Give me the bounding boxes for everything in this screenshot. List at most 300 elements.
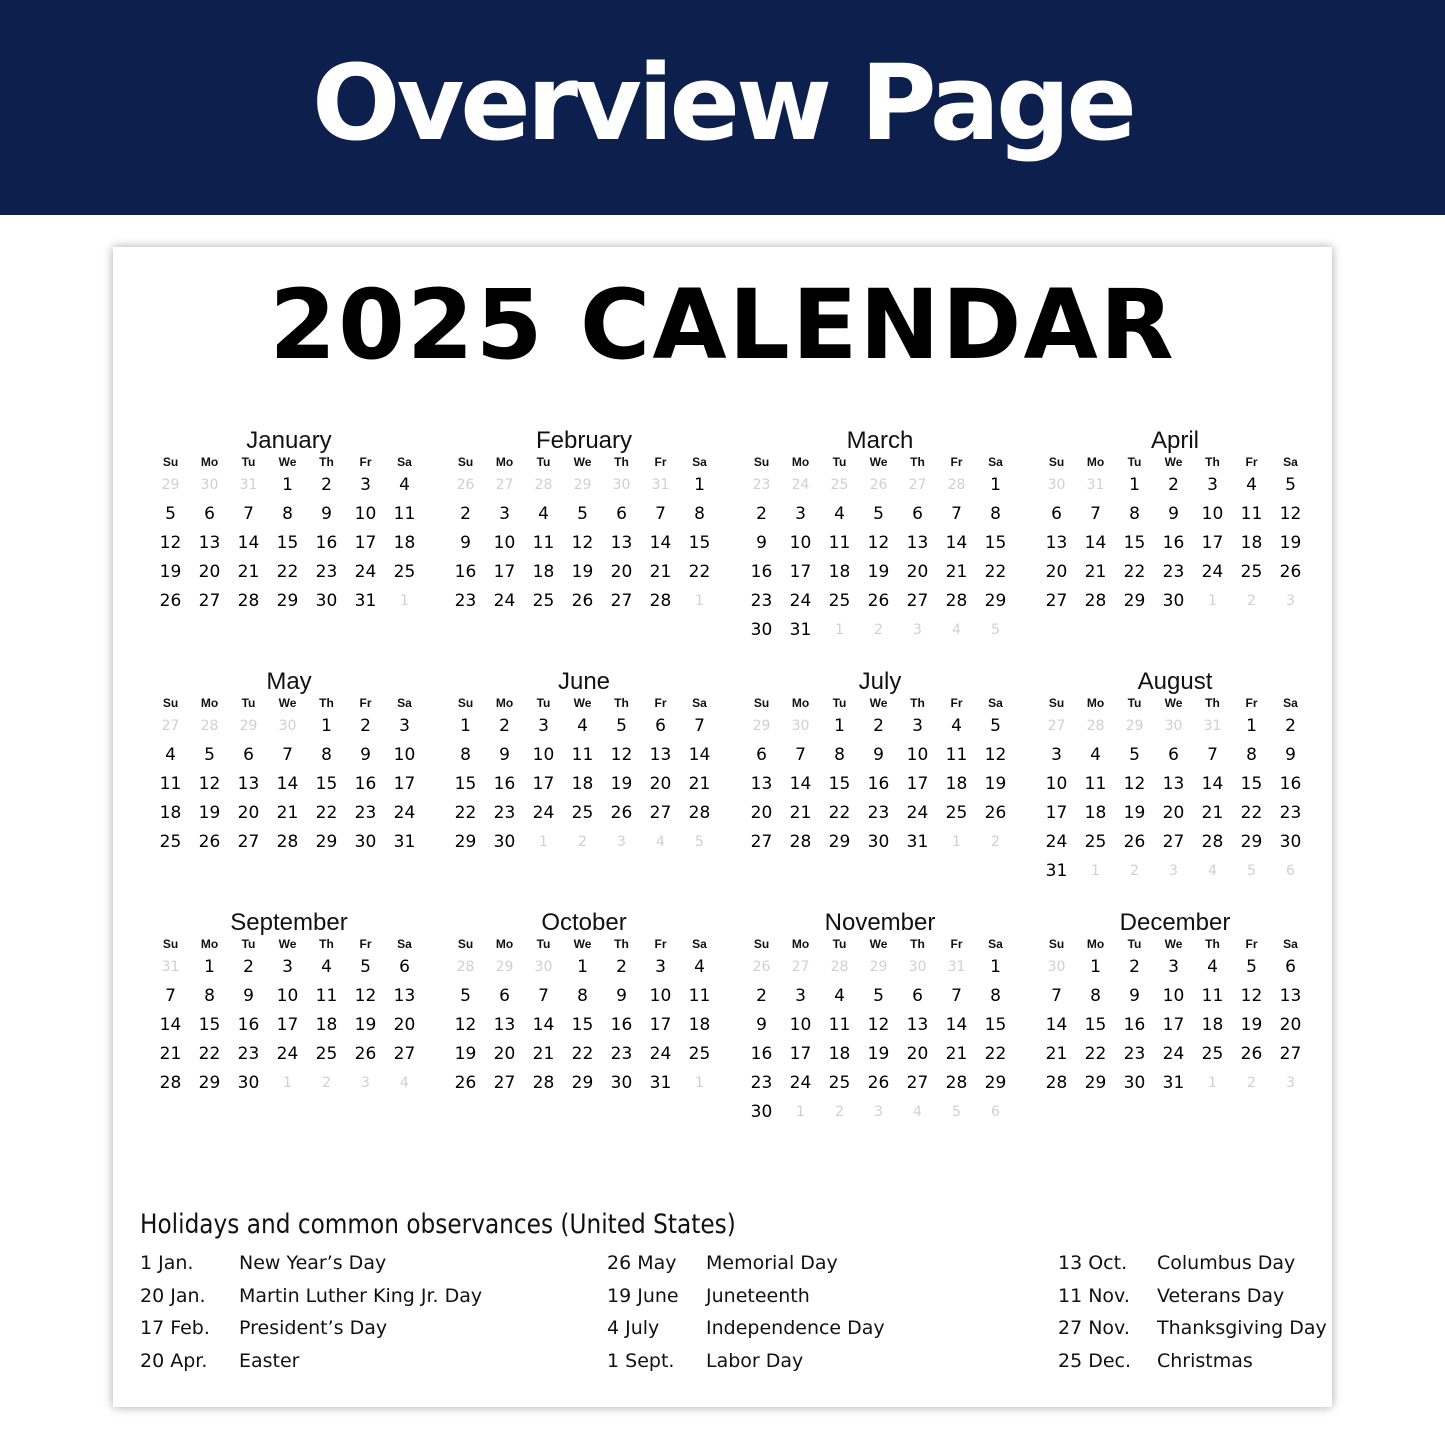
day-cell: 5 — [204, 745, 215, 765]
day-cell: 31 — [393, 832, 416, 852]
day-cell: 2 — [499, 716, 510, 736]
day-grid — [446, 953, 722, 1098]
day-cell: 27 — [1045, 591, 1068, 611]
day-cell-outside: 30 — [1047, 477, 1066, 493]
month-name: July — [858, 668, 902, 695]
day-cell: 19 — [1240, 1015, 1263, 1035]
month-april — [1037, 427, 1313, 657]
weekday-label: Fr — [1245, 696, 1258, 710]
month-september — [151, 909, 427, 1139]
weekday-label: Th — [614, 696, 629, 710]
day-cell: 24 — [532, 803, 555, 823]
day-cell: 28 — [159, 1073, 182, 1093]
month-name: October — [541, 909, 627, 936]
day-cell: 13 — [237, 774, 260, 794]
holiday-name: Thanksgiving Day — [1157, 1317, 1327, 1339]
day-cell: 13 — [493, 1015, 516, 1035]
day-cell: 30 — [493, 832, 516, 852]
day-cell: 5 — [990, 716, 1001, 736]
weekday-label: Su — [162, 455, 179, 469]
holiday-name: New Year’s Day — [239, 1252, 387, 1274]
day-cell: 18 — [1084, 803, 1107, 823]
weekday-label: Su — [753, 455, 770, 469]
day-cell: 7 — [1090, 504, 1101, 524]
day-cell-outside: 2 — [578, 834, 587, 850]
month-july — [742, 668, 1018, 898]
day-cell-outside: 4 — [656, 834, 665, 850]
weekday-label: We — [278, 696, 297, 710]
holiday-date: 17 Feb. — [140, 1317, 210, 1339]
month-name: November — [824, 909, 936, 936]
day-cell: 13 — [393, 986, 416, 1006]
day-cell: 2 — [756, 986, 767, 1006]
day-cell: 20 — [649, 774, 672, 794]
weekday-label: Fr — [359, 937, 372, 951]
day-cell: 17 — [789, 1044, 812, 1064]
day-cell: 3 — [538, 716, 549, 736]
day-cell: 17 — [1162, 1015, 1185, 1035]
weekday-label: Sa — [1283, 455, 1298, 469]
day-cell: 14 — [789, 774, 812, 794]
day-cell: 8 — [460, 745, 471, 765]
day-cell-outside: 24 — [791, 477, 810, 493]
day-cell: 28 — [945, 591, 968, 611]
weekday-label: Sa — [692, 937, 707, 951]
month-name: March — [846, 427, 914, 454]
day-cell: 19 — [354, 1015, 377, 1035]
day-cell: 18 — [571, 774, 594, 794]
month-february — [446, 427, 722, 657]
holiday-date: 27 Nov. — [1058, 1317, 1130, 1339]
weekday-label: Sa — [397, 455, 412, 469]
day-cell-outside: 29 — [161, 477, 180, 493]
weekday-label: Mo — [791, 455, 810, 469]
day-cell: 25 — [315, 1044, 338, 1064]
day-cell: 16 — [1279, 774, 1302, 794]
day-cell: 5 — [616, 716, 627, 736]
day-cell-outside: 1 — [283, 1075, 292, 1091]
day-cell: 7 — [1207, 745, 1218, 765]
day-cell-outside: 2 — [1130, 863, 1139, 879]
day-cell-outside: 1 — [695, 593, 704, 609]
month-june — [446, 668, 722, 898]
day-cell: 3 — [282, 957, 293, 977]
day-cell-outside: 3 — [874, 1104, 883, 1120]
day-cell-outside: 5 — [952, 1104, 961, 1120]
day-cell: 22 — [1240, 803, 1263, 823]
weekday-label: Sa — [988, 455, 1003, 469]
weekday-label: Fr — [654, 937, 667, 951]
weekday-label: Fr — [1245, 937, 1258, 951]
day-cell: 30 — [867, 832, 890, 852]
day-cell: 19 — [198, 803, 221, 823]
day-cell: 14 — [159, 1015, 182, 1035]
day-cell-outside: 25 — [830, 477, 849, 493]
day-cell: 14 — [945, 1015, 968, 1035]
day-cell-outside: 28 — [200, 718, 219, 734]
day-cell: 7 — [538, 986, 549, 1006]
day-cell: 6 — [756, 745, 767, 765]
day-cell-outside: 26 — [752, 959, 771, 975]
day-cell: 11 — [571, 745, 594, 765]
day-cell: 23 — [750, 591, 773, 611]
day-cell: 24 — [789, 1073, 812, 1093]
weekday-label: We — [573, 937, 592, 951]
day-cell: 7 — [243, 504, 254, 524]
day-cell: 29 — [315, 832, 338, 852]
day-cell: 1 — [990, 957, 1001, 977]
day-cell: 6 — [243, 745, 254, 765]
day-cell-outside: 4 — [913, 1104, 922, 1120]
day-cell-outside: 3 — [617, 834, 626, 850]
day-cell: 5 — [360, 957, 371, 977]
day-grid — [151, 953, 427, 1098]
day-cell: 29 — [984, 1073, 1007, 1093]
day-cell-outside: 1 — [1208, 593, 1217, 609]
day-cell-outside: 5 — [1247, 863, 1256, 879]
day-cell: 29 — [1240, 832, 1263, 852]
day-cell: 3 — [1051, 745, 1062, 765]
day-cell: 20 — [750, 803, 773, 823]
calendar-sheet — [113, 247, 1332, 1407]
day-cell: 30 — [1123, 1073, 1146, 1093]
day-cell: 18 — [945, 774, 968, 794]
day-cell: 2 — [460, 504, 471, 524]
day-cell: 19 — [454, 1044, 477, 1064]
day-cell: 3 — [795, 986, 806, 1006]
day-cell: 29 — [1123, 591, 1146, 611]
day-cell: 4 — [834, 504, 845, 524]
day-cell: 24 — [1045, 832, 1068, 852]
day-cell: 15 — [276, 533, 299, 553]
day-cell: 7 — [951, 504, 962, 524]
day-cell: 15 — [688, 533, 711, 553]
weekday-label: We — [1164, 455, 1183, 469]
day-cell-outside: 3 — [361, 1075, 370, 1091]
weekday-label: Mo — [495, 696, 514, 710]
day-cell: 11 — [1084, 774, 1107, 794]
day-cell: 14 — [1201, 774, 1224, 794]
day-cell: 1 — [1090, 957, 1101, 977]
day-cell: 7 — [655, 504, 666, 524]
weekday-label: Sa — [692, 455, 707, 469]
day-cell: 16 — [867, 774, 890, 794]
day-cell-outside: 6 — [1286, 863, 1295, 879]
day-cell: 15 — [984, 1015, 1007, 1035]
weekday-label: Tu — [536, 937, 551, 951]
day-cell: 27 — [750, 832, 773, 852]
day-cell: 21 — [945, 562, 968, 582]
day-cell: 21 — [1201, 803, 1224, 823]
day-cell: 16 — [315, 533, 338, 553]
day-cell: 4 — [951, 716, 962, 736]
day-cell: 8 — [1129, 504, 1140, 524]
day-cell-outside: 1 — [695, 1075, 704, 1091]
weekday-label: Fr — [950, 937, 963, 951]
day-cell: 26 — [1279, 562, 1302, 582]
holidays-title: Holidays and common observances (United States) — [140, 1209, 736, 1240]
weekday-header — [151, 937, 427, 953]
day-cell: 10 — [532, 745, 555, 765]
day-cell-outside: 30 — [791, 718, 810, 734]
day-cell: 25 — [159, 832, 182, 852]
day-cell: 14 — [237, 533, 260, 553]
day-cell: 24 — [393, 803, 416, 823]
holiday-date: 1 Jan. — [140, 1252, 194, 1274]
weekday-label: Mo — [1086, 937, 1105, 951]
weekday-label: Sa — [988, 696, 1003, 710]
holiday-date: 11 Nov. — [1058, 1284, 1130, 1307]
month-november — [742, 909, 1018, 1139]
month-name: January — [246, 427, 332, 454]
day-grid — [446, 471, 722, 616]
day-cell: 23 — [610, 1044, 633, 1064]
holiday-name: Veterans Day — [1157, 1284, 1285, 1307]
day-cell: 28 — [532, 1073, 555, 1093]
weekday-label: Sa — [397, 937, 412, 951]
day-cell: 23 — [315, 562, 338, 582]
day-cell: 11 — [688, 986, 711, 1006]
weekday-label: Sa — [1283, 696, 1298, 710]
day-cell: 28 — [945, 1073, 968, 1093]
day-cell: 2 — [873, 716, 884, 736]
day-cell: 31 — [789, 620, 812, 640]
day-cell: 12 — [354, 986, 377, 1006]
day-cell: 3 — [655, 957, 666, 977]
day-cell: 20 — [610, 562, 633, 582]
holiday-name: Christmas — [1157, 1349, 1253, 1372]
day-cell: 14 — [1084, 533, 1107, 553]
weekday-label: Tu — [536, 455, 551, 469]
weekday-header — [1037, 937, 1313, 953]
holiday-date: 20 Jan. — [140, 1284, 206, 1307]
day-cell: 27 — [906, 591, 929, 611]
holiday-date: 25 Dec. — [1058, 1349, 1132, 1372]
holiday-date: 20 Apr. — [140, 1349, 208, 1372]
day-cell: 9 — [756, 1015, 767, 1035]
weekday-label: Tu — [832, 455, 847, 469]
day-cell-outside: 28 — [456, 959, 475, 975]
day-cell: 3 — [399, 716, 410, 736]
day-cell-outside: 23 — [752, 477, 771, 493]
day-cell: 31 — [1045, 861, 1068, 881]
day-cell-outside: 29 — [1125, 718, 1144, 734]
day-cell: 15 — [315, 774, 338, 794]
day-cell: 15 — [454, 774, 477, 794]
day-cell-outside: 2 — [874, 622, 883, 638]
weekday-label: Tu — [832, 937, 847, 951]
day-cell: 9 — [1285, 745, 1296, 765]
day-cell-outside: 26 — [869, 477, 888, 493]
weekday-header — [151, 696, 427, 712]
weekday-label: Mo — [200, 937, 219, 951]
day-cell: 10 — [276, 986, 299, 1006]
weekday-label: Mo — [791, 937, 810, 951]
day-cell: 23 — [867, 803, 890, 823]
day-cell: 27 — [198, 591, 221, 611]
day-cell: 12 — [198, 774, 221, 794]
day-cell: 11 — [159, 774, 182, 794]
day-cell-outside: 27 — [161, 718, 180, 734]
day-cell: 24 — [649, 1044, 672, 1064]
day-cell: 25 — [1084, 832, 1107, 852]
day-grid — [151, 712, 427, 857]
day-cell: 4 — [1090, 745, 1101, 765]
day-cell-outside: 5 — [991, 622, 1000, 638]
day-cell: 16 — [237, 1015, 260, 1035]
weekday-header — [1037, 696, 1313, 712]
day-cell: 28 — [649, 591, 672, 611]
weekday-label: Tu — [241, 937, 256, 951]
day-cell: 29 — [454, 832, 477, 852]
day-cell: 26 — [454, 1073, 477, 1093]
day-cell-outside: 1 — [796, 1104, 805, 1120]
day-cell: 28 — [237, 591, 260, 611]
holiday-date: 26 May — [607, 1252, 677, 1274]
day-cell: 25 — [1201, 1044, 1224, 1064]
day-cell: 14 — [276, 774, 299, 794]
day-cell: 17 — [532, 774, 555, 794]
day-cell: 25 — [1240, 562, 1263, 582]
day-cell: 9 — [499, 745, 510, 765]
day-cell: 8 — [577, 986, 588, 1006]
day-cell-outside: 30 — [1164, 718, 1183, 734]
day-cell-outside: 1 — [400, 593, 409, 609]
day-cell: 20 — [393, 1015, 416, 1035]
day-cell: 1 — [1246, 716, 1257, 736]
day-cell-outside: 31 — [239, 477, 258, 493]
day-cell: 24 — [1162, 1044, 1185, 1064]
day-cell: 18 — [393, 533, 416, 553]
weekday-label: Su — [457, 696, 474, 710]
day-cell: 17 — [1201, 533, 1224, 553]
day-cell: 4 — [538, 504, 549, 524]
day-cell: 24 — [906, 803, 929, 823]
weekday-label: Mo — [200, 696, 219, 710]
day-cell: 2 — [756, 504, 767, 524]
day-cell: 16 — [750, 562, 773, 582]
day-cell: 18 — [1240, 533, 1263, 553]
weekday-label: Tu — [1127, 937, 1142, 951]
day-cell-outside: 31 — [947, 959, 966, 975]
day-cell-outside: 1 — [1208, 1075, 1217, 1091]
day-cell: 15 — [1240, 774, 1263, 794]
day-cell: 2 — [321, 475, 332, 495]
day-cell: 26 — [198, 832, 221, 852]
day-cell: 5 — [165, 504, 176, 524]
day-cell: 4 — [1207, 957, 1218, 977]
day-cell: 19 — [1123, 803, 1146, 823]
day-cell: 10 — [493, 533, 516, 553]
day-cell: 12 — [1240, 986, 1263, 1006]
holiday-name: Juneteenth — [706, 1284, 810, 1307]
day-cell-outside: 3 — [1286, 1075, 1295, 1091]
day-cell: 9 — [1129, 986, 1140, 1006]
day-cell-outside: 28 — [1086, 718, 1105, 734]
day-cell: 27 — [493, 1073, 516, 1093]
day-cell-outside: 28 — [534, 477, 553, 493]
holiday-name: President’s Day — [239, 1317, 388, 1339]
day-cell: 23 — [354, 803, 377, 823]
day-grid — [446, 712, 722, 857]
day-grid — [1037, 471, 1313, 616]
day-cell-outside: 1 — [835, 622, 844, 638]
day-cell: 30 — [315, 591, 338, 611]
day-cell: 15 — [1084, 1015, 1107, 1035]
weekday-label: We — [278, 937, 297, 951]
day-cell: 16 — [1123, 1015, 1146, 1035]
holiday-name: Martin Luther King Jr. Day — [239, 1284, 483, 1307]
day-cell: 4 — [694, 957, 705, 977]
weekday-label: We — [1164, 937, 1183, 951]
weekday-label: Su — [1048, 937, 1065, 951]
day-cell: 3 — [499, 504, 510, 524]
day-cell: 11 — [828, 533, 851, 553]
day-grid — [1037, 953, 1313, 1098]
day-cell: 30 — [1279, 832, 1302, 852]
day-cell-outside: 6 — [991, 1104, 1000, 1120]
day-cell: 29 — [984, 591, 1007, 611]
day-cell: 7 — [694, 716, 705, 736]
day-cell: 1 — [834, 716, 845, 736]
day-cell: 19 — [984, 774, 1007, 794]
holiday-date: 19 June — [607, 1284, 679, 1307]
day-cell: 1 — [1129, 475, 1140, 495]
day-cell: 17 — [906, 774, 929, 794]
weekday-label: Th — [319, 696, 334, 710]
weekday-label: Fr — [950, 455, 963, 469]
day-cell: 30 — [237, 1073, 260, 1093]
day-cell: 18 — [828, 1044, 851, 1064]
weekday-label: Th — [910, 696, 925, 710]
day-cell: 8 — [1090, 986, 1101, 1006]
day-cell-outside: 30 — [278, 718, 297, 734]
day-cell: 20 — [1162, 803, 1185, 823]
day-cell: 3 — [795, 504, 806, 524]
day-cell: 4 — [577, 716, 588, 736]
day-cell-outside: 2 — [991, 834, 1000, 850]
day-cell: 25 — [571, 803, 594, 823]
day-cell-outside: 4 — [952, 622, 961, 638]
day-cell: 10 — [354, 504, 377, 524]
day-cell: 15 — [198, 1015, 221, 1035]
day-cell: 3 — [1207, 475, 1218, 495]
day-cell: 6 — [1051, 504, 1062, 524]
weekday-label: Mo — [495, 937, 514, 951]
day-cell-outside: 29 — [869, 959, 888, 975]
weekday-label: Sa — [1283, 937, 1298, 951]
weekday-label: Su — [162, 937, 179, 951]
day-cell: 22 — [1084, 1044, 1107, 1064]
day-cell: 14 — [649, 533, 672, 553]
day-cell-outside: 1 — [952, 834, 961, 850]
weekday-label: Th — [614, 455, 629, 469]
day-cell: 21 — [159, 1044, 182, 1064]
day-cell: 26 — [159, 591, 182, 611]
day-cell: 22 — [828, 803, 851, 823]
day-cell: 26 — [1123, 832, 1146, 852]
day-cell-outside: 28 — [830, 959, 849, 975]
weekday-label: We — [573, 696, 592, 710]
day-cell-outside: 5 — [695, 834, 704, 850]
month-name: September — [230, 909, 348, 936]
day-cell-outside: 30 — [1047, 959, 1066, 975]
day-cell: 27 — [393, 1044, 416, 1064]
day-cell: 27 — [1162, 832, 1185, 852]
day-cell: 6 — [655, 716, 666, 736]
day-cell: 22 — [315, 803, 338, 823]
day-cell: 23 — [454, 591, 477, 611]
